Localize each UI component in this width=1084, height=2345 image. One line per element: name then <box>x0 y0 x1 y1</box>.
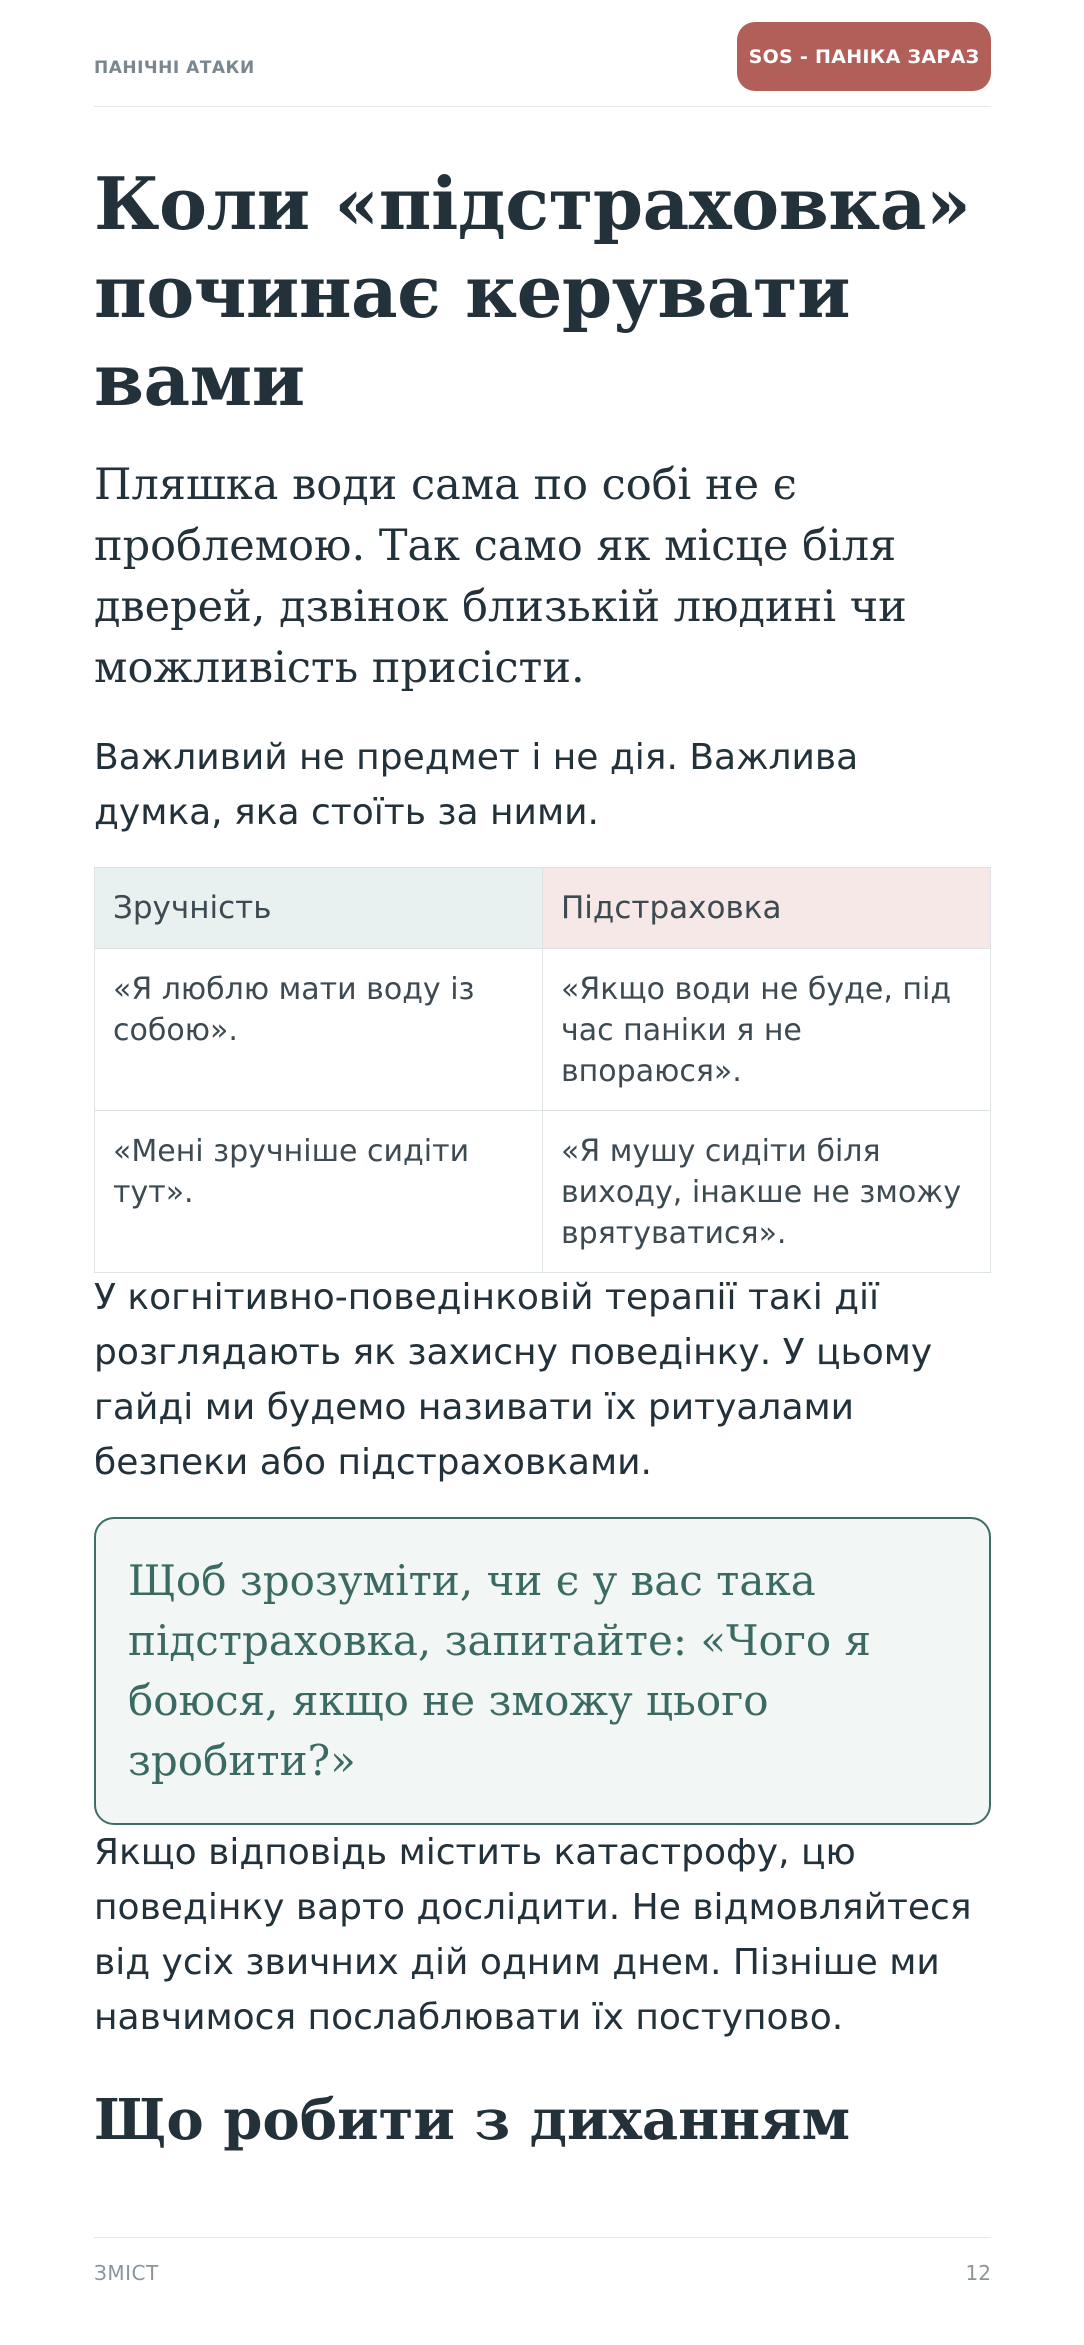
table-of-contents-link[interactable]: ЗМІСТ <box>94 2261 159 2285</box>
section-label[interactable]: ПАНІЧНІ АТАКИ <box>94 58 255 78</box>
article-paragraph-1: Важливий не предмет і не дія. Важлива думка, яка стоїть за ними. <box>94 737 859 833</box>
article-paragraph-2: У когнітивно-поведінковій терапії такі дії розглядають як захисну поведінку. У цьому гайді ми будемо називати їх ритуалами безпеки або підстраховками. <box>94 1277 933 1483</box>
table-row <box>95 949 991 1111</box>
table-cell: «Мені зручніше сидіти тут». <box>95 1111 543 1273</box>
table-cell: «Я люблю мати воду із собою». <box>95 949 543 1111</box>
callout-text: Щоб зрозуміти, чи є у вас така підстраховка, запитайте: «Чого я боюся, якщо не зможу цього зробити?» <box>128 1556 871 1785</box>
table-cell: «Якщо води не буде, під час паніки я не впораюся». <box>543 949 991 1111</box>
table-row <box>95 1111 991 1273</box>
comparison-table <box>94 867 991 1273</box>
article-lead: Пляшка води сама по собі не є проблемою. Так само як місце біля дверей, дзвінок близькій людині чи можливість присісти. <box>94 460 907 693</box>
article-title: Коли «підстраховка» починає керувати вами <box>94 161 971 422</box>
footer-bar <box>94 2237 991 2298</box>
table-cell: «Я мушу сидіти біля виходу, інакше не зможу врятуватися». <box>543 1111 991 1273</box>
top-bar <box>94 22 991 107</box>
table-header-convenience: Зручність <box>95 868 543 949</box>
table-header-safety: Підстраховка <box>543 868 991 949</box>
article-page <box>94 0 991 2345</box>
table-header-row <box>95 868 991 949</box>
page-number: 12 <box>965 2261 991 2285</box>
article-paragraph-3: Якщо відповідь містить катастрофу, цю поведінку варто дослідити. Не відмовляйтеся від усіх звичних дій одним днем. Пізніше ми навчимося послаблювати їх поступово. <box>94 1832 972 2038</box>
callout-box <box>94 1517 991 1825</box>
section-heading: Що робити з диханням <box>94 2087 851 2153</box>
sos-panic-button[interactable]: SOS - ПАНІКА ЗАРАЗ <box>737 22 991 91</box>
